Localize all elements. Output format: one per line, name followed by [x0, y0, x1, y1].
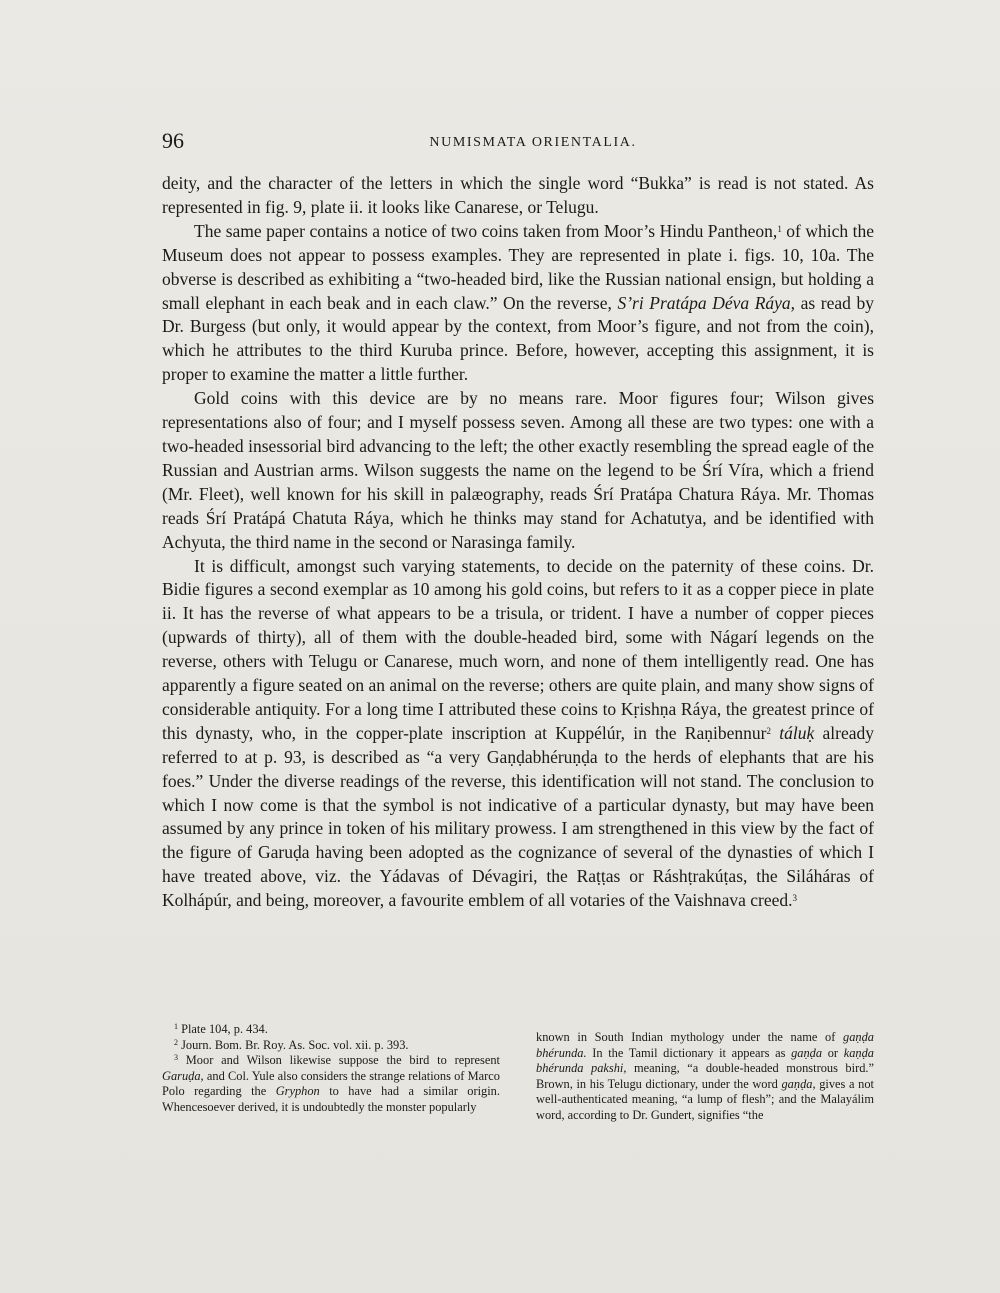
paragraph: It is difficult, amongst such varying statements, to decide on the paternity of these coins. Dr. Bidie figures a second exemplar as 10 among his gold coins, but refers to it as a copper piece in plate ii. It has the reverse of what appears to be a trisula, or trident. I have a number of copper pieces (upwards of thirty), all of them with the double-headed bird, some with Nágarí legends on the reverse, others with Telugu or Canarese, much worn, and none of them intelligently read. One has apparently a figure seated on an animal on the reverse; others are quite plain, and many show signs of considerable antiquity. For a long time I attributed these coins to Kṛishṇa Ráya, the greatest prince of this dynasty, who, in the copper-plate inscription at Kuppélúr, in the Raṇibennur$^2$ táluḳ already referred to at p. 93, is described as “a very Gaṇḍabhéruṇḍa to the herds of elephants that are his foes.” Under the diverse readings of the reverse, this identification will not stand. The conclusion to which I now come is that the symbol is not indicative of a particular dynasty, but may have been assumed by any prince in token of his military prowess. I am strengthened in this view by the fact of the figure of Garuḍa having been adopted as the cognizance of several of the dynasties of which I have treated above, viz. the Yádavas of Dévagiri, the Raṭṭas or Ráshṭrakúṭas, the Siláháras of Kolhápúr, and being, moreover, a favourite emblem of all votaries of the Vaishnava creed.$^3$: [162, 555, 874, 911]
paragraph: deity, and the character of the letters in which the single word “Bukka” is read is not stated. As represented in fig. 9, plate ii. it looks like Canarese, or Telugu.: [162, 173, 874, 217]
main-text: [162, 172, 874, 913]
footnotes: [162, 1022, 874, 1124]
footnote: $^3$ Moor and Wilson likewise suppose the bird to represent Garuḍa, and Col. Yule also considers the strange relations of Marco Polo regarding the Gryphon to have had a similar origin. Whencesoever derived, it is undoubtedly the monster popularly: [162, 1053, 500, 1114]
footnote-column-right: [536, 1022, 874, 1124]
paragraph: Gold coins with this device are by no means rare. Moor figures four; Wilson gives representations also of four; and I myself possess seven. Among all these are two types: one with a two-headed insessorial bird advancing to the left; the other exactly resembling the spread eagle of the Russian and Austrian arms. Wilson suggests the name on the legend to be Śrí Víra, which a friend (Mr. Fleet), well known for his skill in palæography, reads Śrí Pratápa Chatura Ráya. Mr. Thomas reads Śrí Pratápá Chatuta Ráya, which he thinks may stand for Achatutya, and be identified with Achyuta, the third name in the second or Narasinga family.: [162, 388, 874, 552]
page-header: [162, 128, 874, 158]
footnote: $^2$ Journ. Bom. Br. Roy. As. Soc. vol. xii. p. 393.: [174, 1037, 409, 1052]
footnote-continuation: known in South Indian mythology under the name of gaṇḍa bhérunda. In the Tamil dictionary it appears as gaṇḍa or kaṇḍa bhérunda pakshi, meaning, “a double-headed monstrous bird.” Brown, in his Telugu dictionary, under the word gaṇḍa, gives a not well-authenticated meaning, “a lump of flesh”; and the Malayálim word, according to Dr. Gundert, signifies “the: [536, 1030, 875, 1122]
footnote-ref: 3: [792, 893, 797, 904]
running-title: NUMISMATA ORIENTALIA.: [429, 135, 637, 150]
footnote-ref: 1: [777, 223, 782, 234]
page-number: 96: [162, 128, 184, 153]
footnote: $^1$ Plate 104, p. 434.: [174, 1022, 268, 1036]
footnote-column-left: [162, 1022, 500, 1124]
paragraph: The same paper contains a notice of two coins taken from Moor’s Hindu Pantheon,$^1$ of which the Museum does not appear to possess examples. They are represented in plate i. figs. 10, 10a. The obverse is described as exhibiting a “two-headed bird, like the Russian national ensign, but holding a small elephant in each beak and in each claw.” On the reverse, S’ri Pratápa Déva Ráya, as read by Dr. Burgess (but only, it would appear by the context, from Moor’s figure, and not from the coin), which he attributes to the third Kuruba prince. Before, however, accepting this assignment, it is proper to examine the matter a little further.: [162, 220, 874, 385]
footnote-ref: 2: [766, 725, 771, 736]
